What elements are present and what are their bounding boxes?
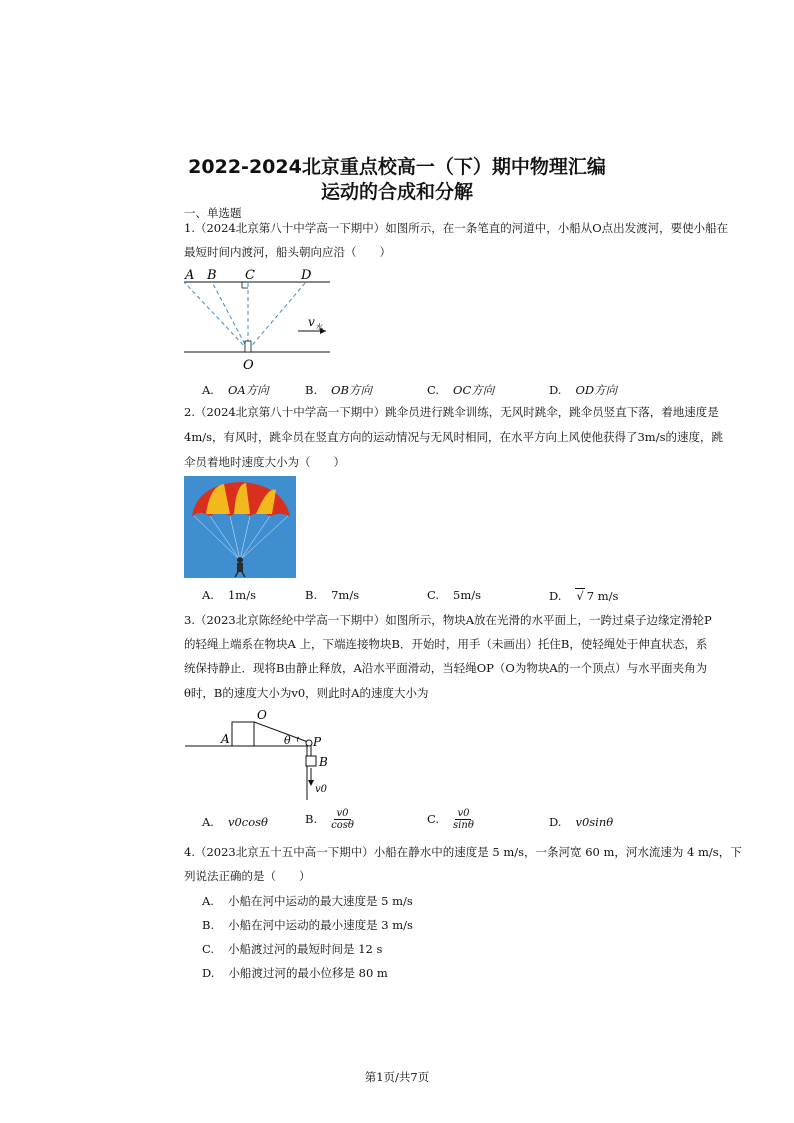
q3-option-d[interactable]: D. v0sinθ [549, 815, 614, 829]
q2-option-b[interactable]: B. 7m/s [305, 588, 360, 602]
q1-ray-od [248, 282, 306, 350]
document-title: 2022-2024北京重点校高一（下）期中物理汇编 [188, 156, 606, 178]
q3-label-theta: θ [284, 734, 291, 747]
q2-option-d[interactable]: D. √ 7 m/s [549, 589, 619, 603]
q1-ray-ob [212, 282, 248, 350]
q1-option-c[interactable]: C. OC方向 [427, 383, 495, 397]
boat-icon [245, 341, 251, 352]
q1-option-d[interactable]: D. OD方向 [549, 383, 618, 397]
q1-label-o: O [243, 358, 254, 373]
q3-label-v0: v0 [315, 784, 328, 795]
q1-label-v: v [308, 315, 315, 329]
q4-option-a[interactable]: A. 小船在河中运动的最大速度是 5 m/s [202, 894, 413, 908]
q3-stem-line1: 3.（2023北京陈经纶中学高一下期中）如图所示，物块A放在光滑的水平面上，一跨过桌子边缘定滑轮P [184, 613, 712, 627]
section-heading: 一、单选题 [184, 206, 242, 220]
q1-option-a[interactable]: A. OA方向 [202, 383, 269, 397]
q1-label-vsub: 水 [316, 323, 323, 331]
q3-stem-line2: 的轻绳上端系在物块A 上，下端连接物块B．开始时，用手（未画出）托住B，使轻绳处于伸直状态，系 [184, 637, 708, 651]
q4-option-c[interactable]: C. 小船渡过河的最短时间是 12 s [202, 942, 383, 956]
q3-label-a: A [221, 732, 230, 746]
q2-option-a[interactable]: A. 1m/s [202, 588, 256, 602]
q2-stem-line3: 伞员着地时速度大小为（ ） [184, 455, 345, 469]
block-b [306, 756, 316, 766]
q1-label-b: B [207, 268, 217, 283]
q3-label-b: B [319, 755, 328, 769]
q1-option-b[interactable]: B. OB方向 [305, 383, 372, 397]
q1-river-diagram [180, 266, 340, 374]
q3-label-o: O [257, 708, 267, 722]
q3-option-c[interactable]: C. $\frac{v0}{\sin\theta}$ [427, 808, 474, 831]
rope-op [254, 722, 308, 742]
q3-option-b[interactable]: B. $\frac{v0}{\cos\theta}$ [305, 808, 354, 831]
parachute-photo [184, 476, 296, 578]
q1-label-a: A [185, 268, 195, 283]
q2-option-c[interactable]: C. 5m/s [427, 588, 482, 602]
q1-label-c: C [245, 268, 255, 283]
q3-pulley-diagram [180, 706, 340, 802]
q3-option-a[interactable]: A. v0cosθ [202, 815, 268, 829]
q1-ray-oa [184, 282, 248, 350]
q4-stem-line1: 4.（2023北京五十五中高一下期中）小船在静水中的速度是 5 m/s，一条河宽 60 m，河水流速为 4 m/s，下 [184, 845, 742, 859]
q3-stem-line4: θ时，B的速度大小为v0，则此时A的速度大小为 [184, 686, 429, 700]
q2-stem-line1: 2.（2024北京第八十中学高一下期中）跳伞员进行跳伞训练，无风时跳伞，跳伞员竖直下落，着地速度是 [184, 405, 719, 419]
q3-label-p: P [313, 735, 322, 749]
q4-option-b[interactable]: B. 小船在河中运动的最小速度是 3 m/s [202, 918, 413, 932]
q1-stem-line2: 最短时间内渡河，船头朝向应沿（ ） [184, 245, 391, 259]
q2-stem-line2: 4m/s，有风时，跳伞员在竖直方向的运动情况与无风时相同，在水平方向上风使他获得了3m/s的速度，跳 [184, 430, 723, 444]
document-subtitle: 运动的合成和分解 [320, 181, 473, 203]
q4-stem-line2: 列说法正确的是（ ） [184, 869, 311, 883]
q1-label-d: D [301, 268, 312, 283]
page-footer: 第1页/共7页 [364, 1070, 430, 1084]
q1-stem-line1: 1.（2024北京第八十中学高一下期中）如图所示，在一条笔直的河道中，小船从O点出发渡河，要使小船在 [184, 221, 729, 235]
q3-stem-line3: 统保持静止．现将B由静止释放，A沿水平面滑动，当轻绳OP（O为物块A的一个顶点）与水平面夹角为 [184, 661, 708, 675]
sqrt-sign: √ [576, 589, 584, 603]
q4-option-d[interactable]: D. 小船渡过河的最小位移是 80 m [202, 966, 388, 980]
block-a [232, 722, 254, 746]
